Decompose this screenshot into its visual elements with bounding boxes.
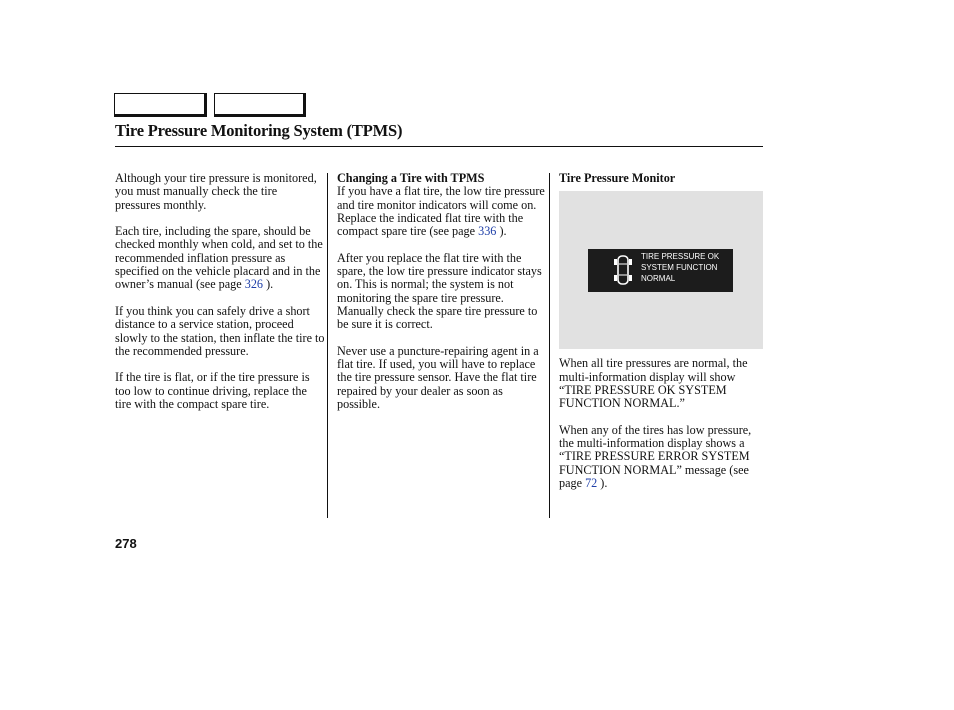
- column-1: [115, 172, 325, 425]
- column-3: [559, 172, 763, 504]
- nav-button-1[interactable]: [114, 93, 207, 117]
- page-link-326[interactable]: 326: [244, 277, 264, 292]
- column-divider-1: [327, 173, 328, 518]
- paragraph: Although your tire pressure is monitored, you must manually check the tire pressures monthly.: [115, 171, 317, 212]
- paragraph: When all tire pressures are normal, the multi-information display will show “TIRE PRESSURE OK SYSTEM FUNCTION NORMAL.”: [559, 356, 748, 411]
- page-title: Tire Pressure Monitoring System (TPMS): [115, 121, 403, 140]
- multi-information-display: [588, 249, 733, 292]
- title-divider: [115, 146, 763, 147]
- page-link-72[interactable]: 72: [585, 475, 598, 490]
- paragraph: Each tire, including the spare, should be checked monthly when cold, and set to the recommended inflation pressure as specified on the vehicle placard and in the owner’s manual (see page 326 ).: [115, 224, 323, 292]
- page-number: 278: [115, 536, 137, 551]
- nav-button-2[interactable]: [214, 93, 306, 117]
- section-heading: Tire Pressure Monitor: [559, 171, 676, 185]
- section-heading: Changing a Tire with TPMS: [337, 171, 485, 185]
- column-divider-2: [549, 173, 550, 518]
- page-link-336[interactable]: 336: [478, 224, 497, 239]
- column-2: [337, 172, 547, 425]
- paragraph: If the tire is flat, or if the tire pressure is too low to continue driving, replace the tire with the compact spare tire.: [115, 370, 310, 412]
- paragraph: After you replace the flat tire with the spare, the low tire pressure indicator stays on. This is normal; the system is not monitoring the spare tire pressure. Manually check the spare tire pressure to be sure it is correct.: [337, 250, 542, 332]
- paragraph: Never use a puncture-repairing agent in a flat tire. If used, you will have to replace the tire pressure sensor. Have the flat tire repaired by your dealer as soon as possible.: [337, 343, 539, 412]
- display-message: TIRE PRESSURE OK SYSTEM FUNCTION NORMAL: [641, 252, 720, 284]
- car-tires-icon: [613, 253, 633, 287]
- paragraph: If you think you can safely drive a short distance to a service station, proceed slowly to the station, then inflate the tire to the recommended pressure.: [115, 303, 325, 358]
- paragraph: If you have a flat tire, the low tire pressure and tire monitor indicators will come on. Replace the indicated flat tire with the compact spare tire (see page 336 ).: [337, 184, 545, 239]
- paragraph: When any of the tires has low pressure, the multi-information display shows a “TIRE PRESSURE ERROR SYSTEM FUNCTION NORMAL” message (see page 72 ).: [559, 422, 752, 490]
- tire-pressure-monitor-figure: [559, 191, 763, 349]
